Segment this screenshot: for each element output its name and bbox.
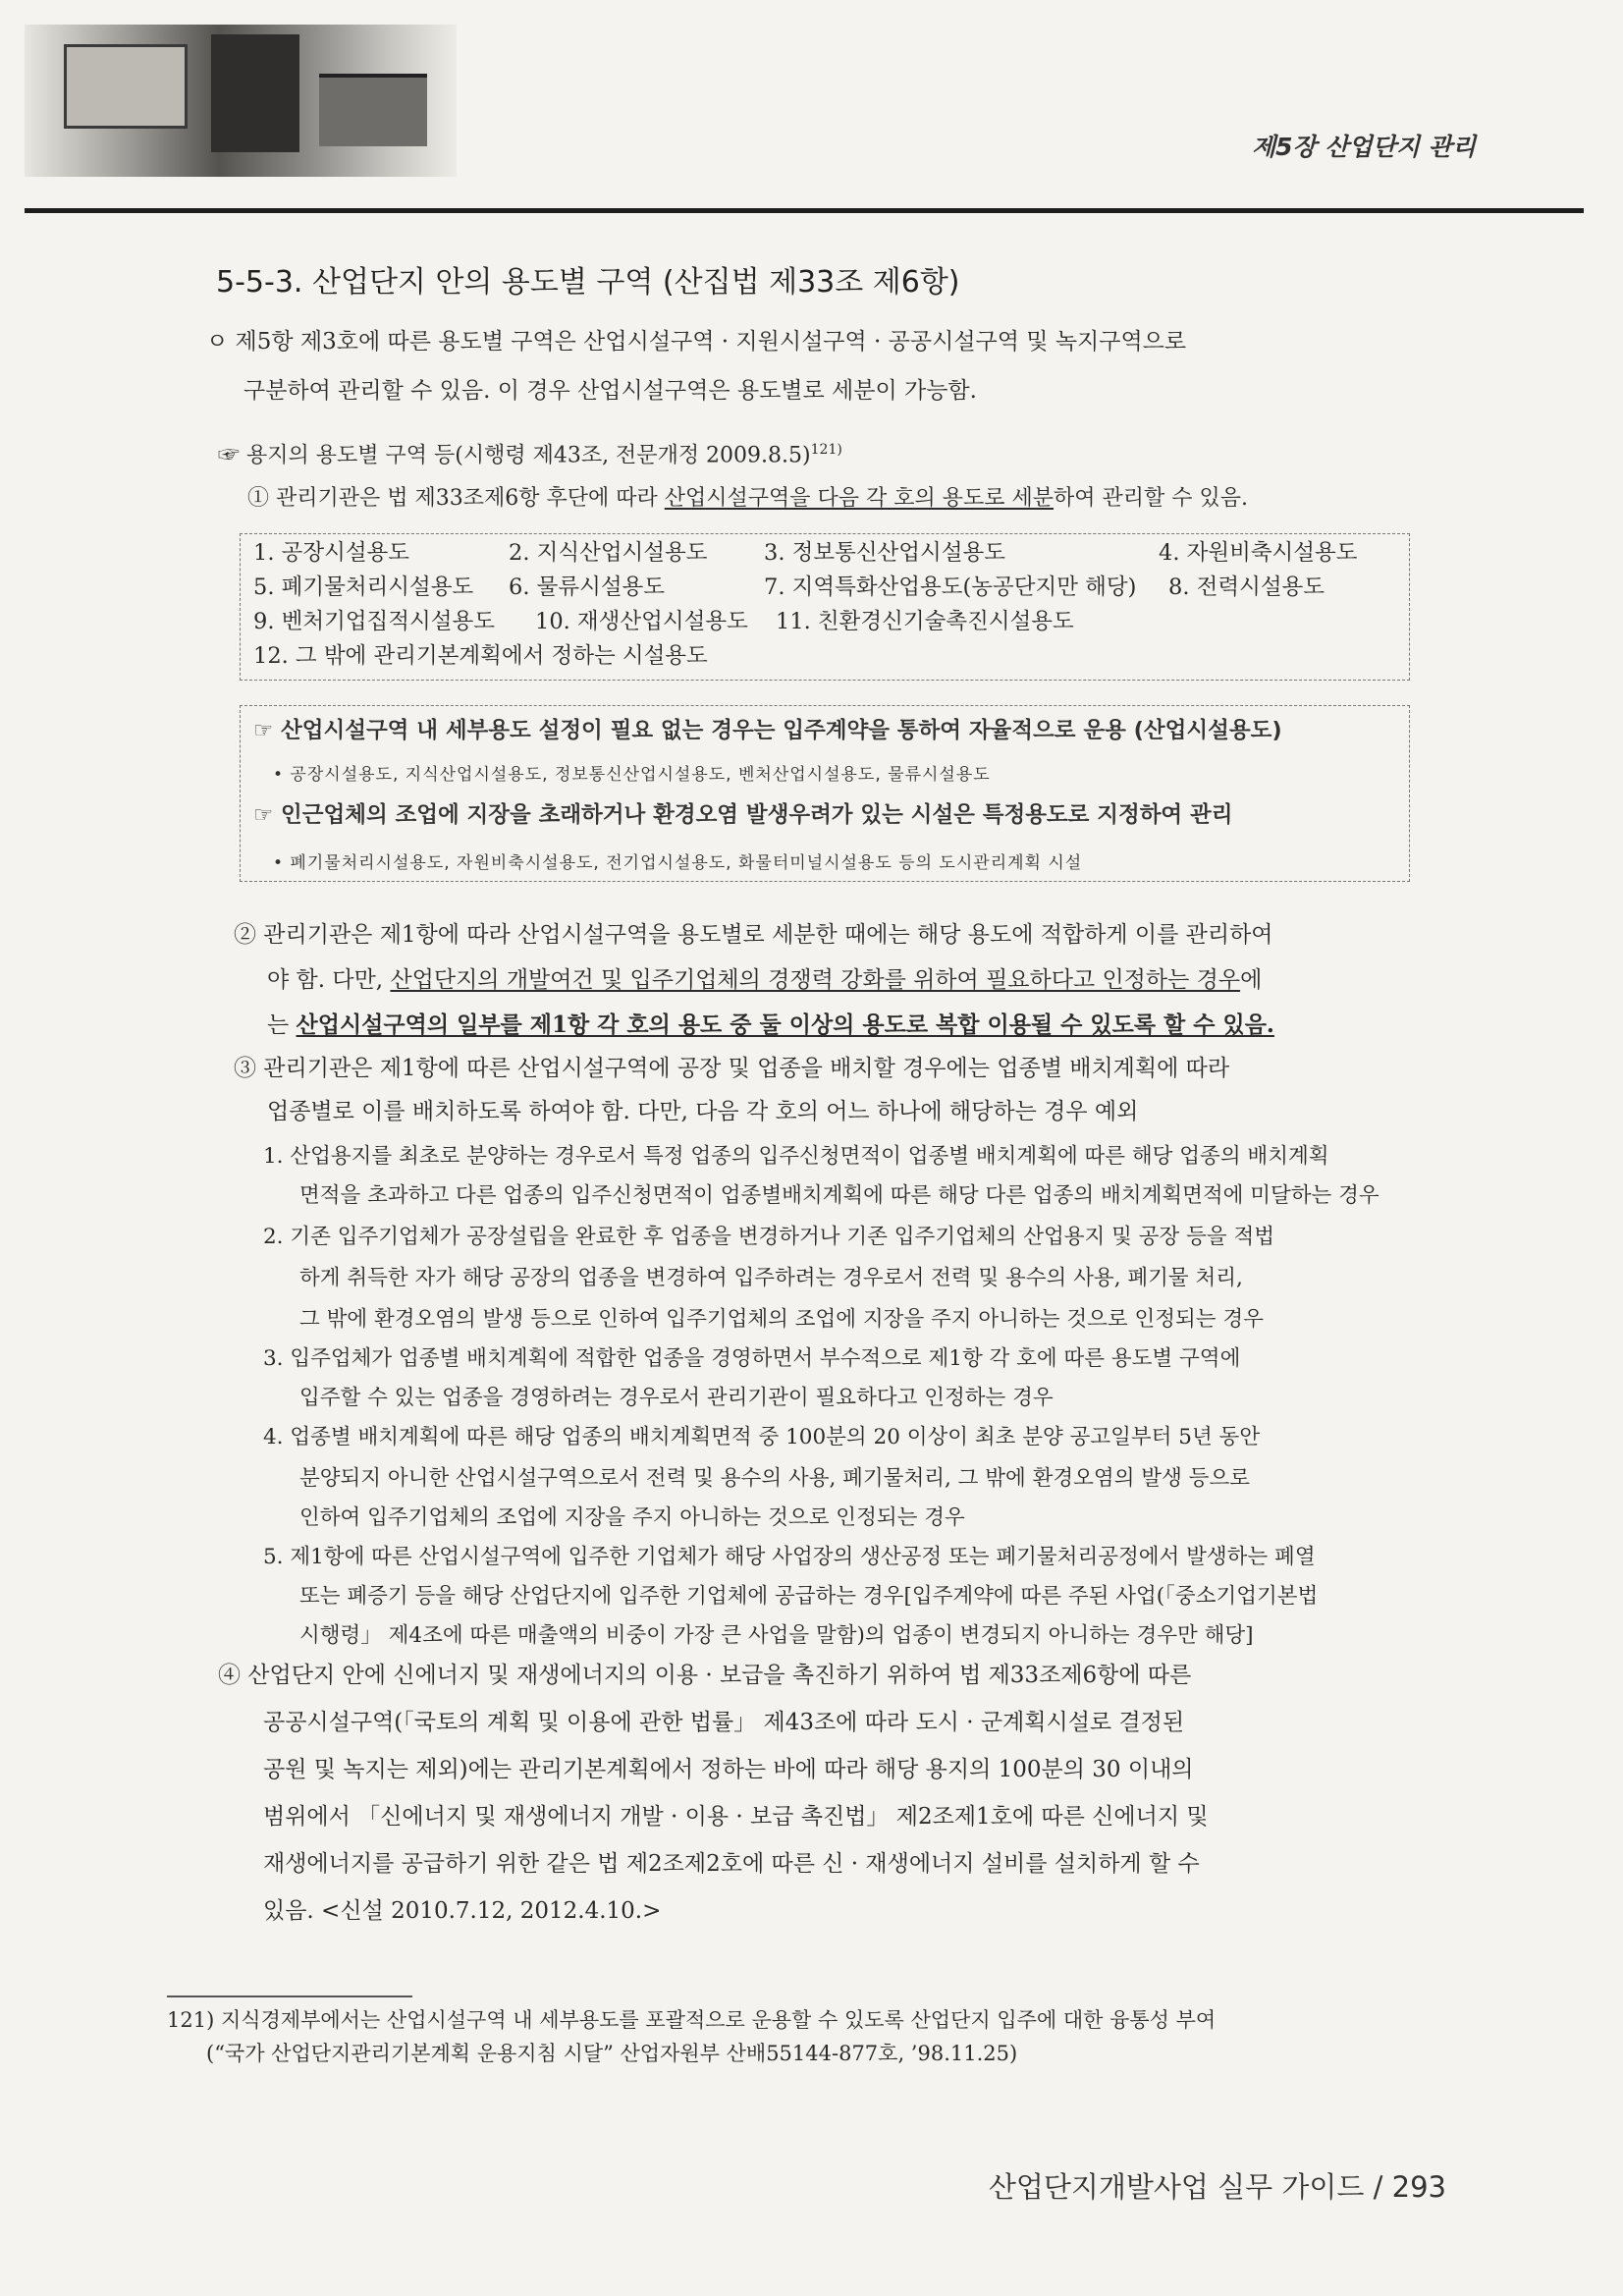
item-2-line-1: ② 관리기관은 제1항에 따라 산업시설구역을 용도별로 세분한 때에는 해당 용도에 적합하게 이를 관리하여	[234, 922, 1273, 948]
item-3-sub-5c: 시행령」 제4조에 따른 매출액의 비중이 가장 큰 사업을 말함)의 업종이 변경되지 아니하는 경우만 해당]	[299, 1623, 1254, 1648]
item-2-line-3	[267, 1006, 1274, 1045]
building-illustration-1	[64, 44, 188, 129]
item-3-line-1: ③ 관리기관은 제1항에 따른 산업시설구역에 공장 및 업종을 배치할 경우에는 업종별 배치계획에 따라	[234, 1056, 1230, 1081]
footnote-line-1: 121) 지식경제부에서는 산업시설구역 내 세부용도를 포괄적으로 운용할 수 있도록 산업단지 입주에 대한 융통성 부여	[167, 2008, 1217, 2032]
use-category-item: 10. 재생산업시설용도	[535, 609, 748, 634]
item-3-sub-4a: 4. 업종별 배치계획에 따른 해당 업종의 배치계획면적 중 100분의 20 이상이 최초 분양 공고일부터 5년 동안	[263, 1425, 1261, 1449]
decree-heading-text: ☞ 용지의 용도별 구역 등(시행령 제43조, 전문개정 2009.8.5)	[218, 443, 811, 468]
item-4-line-6: 있음. <신설 2010.7.12, 2012.4.10.>	[263, 1898, 662, 1924]
item-4-line-5: 재생에너지를 공급하기 위한 같은 법 제2조제2호에 따른 신 · 재생에너지 설비를 설치하게 할 수	[263, 1851, 1200, 1877]
section-title: 5-5-3. 산업단지 안의 용도별 구역 (산집법 제33조 제6항)	[216, 265, 960, 300]
footnote	[167, 2003, 1216, 2070]
use-category-item: 8. 전력시설용도	[1168, 574, 1325, 600]
decree-item-1-pre: ① 관리기관은 법 제33조제6항 후단에 따라	[247, 486, 665, 511]
note-line-3: ☞ 인근업체의 조업에 지장을 초래하거나 환경오염 발생우려가 있는 시설은 특정용도로 지정하여 관리	[253, 802, 1233, 828]
use-category-item: 3. 정보통신산업시설용도	[764, 540, 1005, 566]
use-category-item: 7. 지역특화산업용도(농공단지만 해당)	[764, 574, 1137, 600]
use-category-item: 11. 친환경신기술촉진시설용도	[776, 609, 1074, 634]
item-3-sub-2a: 2. 기존 입주기업체가 공장설립을 완료한 후 업종을 변경하거나 기존 입주기업체의 산업용지 및 공장 등을 적법	[263, 1225, 1275, 1249]
use-category-item: 5. 폐기물처리시설용도	[253, 574, 474, 600]
item-3-sub-4b: 분양되지 아니한 산업시설구역으로서 전력 및 용수의 사용, 폐기물처리, 그 밖에 환경오염의 발생 등으로	[299, 1466, 1250, 1491]
item-3-sub-3a: 3. 입주업체가 업종별 배치계획에 적합한 업종을 경영하면서 부수적으로 제1항 각 호에 따른 용도별 구역에	[263, 1346, 1241, 1371]
header-rule	[25, 208, 1584, 213]
item-3-sub-4c: 인하여 입주기업체의 조업에 지장을 주지 아니하는 것으로 인정되는 경우	[299, 1505, 965, 1530]
footnote-rule	[167, 1995, 412, 1997]
intro-line-1: ㅇ 제5항 제3호에 따른 용도별 구역은 산업시설구역 · 지원시설구역 · 공공시설구역 및 녹지구역으로	[206, 329, 1187, 355]
decree-item-1-post: 하여 관리할 수 있음.	[1054, 486, 1248, 511]
item-2-line-2-pre: 야 함. 다만,	[267, 967, 391, 993]
use-category-item: 12. 그 밖에 관리기본계획에서 정하는 시설용도	[253, 643, 708, 669]
decree-item-1-underlined: 산업시설구역을 다음 각 호의 용도로 세분	[664, 486, 1054, 511]
use-category-item: 1. 공장시설용도	[253, 540, 410, 566]
item-3-sub-1a: 1. 산업용지를 최초로 분양하는 경우로서 특정 업종의 입주신청면적이 업종별 배치계획에 따른 해당 업종의 배치계획	[263, 1144, 1329, 1169]
item-3-sub-2c: 그 밖에 환경오염의 발생 등으로 인하여 입주기업체의 조업에 지장을 주지 아니하는 것으로 인정되는 경우	[299, 1307, 1264, 1332]
building-illustration-3	[319, 74, 427, 146]
item-3-sub-3b: 입주할 수 있는 업종을 경영하려는 경우로서 관리기관이 필요하다고 인정하는 경우	[299, 1386, 1054, 1410]
note-line-1: ☞ 산업시설구역 내 세부용도 설정이 필요 없는 경우는 입주계약을 통하여 자율적으로 운용 (산업시설용도)	[253, 718, 1282, 743]
header-illustration	[25, 25, 457, 177]
use-category-item: 2. 지식산업시설용도	[509, 540, 708, 566]
item-4-line-4: 범위에서 「신에너지 및 재생에너지 개발 · 이용 · 보급 촉진법」 제2조제1호에 따른 신에너지 및	[263, 1804, 1209, 1830]
item-3-sub-5a: 5. 제1항에 따른 산업시설구역에 입주한 기업체가 해당 사업장의 생산공정 또는 폐기물처리공정에서 발생하는 폐열	[263, 1545, 1316, 1569]
item-3-sub-1b: 면적을 초과하고 다른 업종의 입주신청면적이 업종별배치계획에 따른 해당 다른 업종의 배치계획면적에 미달하는 경우	[299, 1183, 1380, 1208]
intro-line-2: 구분하여 관리할 수 있음. 이 경우 산업시설구역은 용도별로 세분이 가능함.	[243, 378, 977, 404]
decree-item-1	[247, 479, 1248, 519]
building-illustration-2	[211, 34, 299, 152]
decree-heading	[218, 430, 842, 475]
use-category-item: 9. 벤처기업집적시설용도	[253, 609, 495, 634]
footnote-line-2: (“국가 산업단지관리기본계획 운용지침 시달” 산업자원부 산배55144-877호, ’98.11.25)	[206, 2042, 1018, 2065]
item-3-line-2: 업종별로 이를 배치하도록 하여야 함. 다만, 다음 각 호의 어느 하나에 해당하는 경우 예외	[267, 1099, 1139, 1124]
item-2-line-2-underlined: 산업단지의 개발여건 및 입주기업체의 경쟁력 강화를 위하여 필요하다고 인정하는 경우	[390, 967, 1241, 993]
chapter-title: 제5장 산업단지 관리	[1251, 133, 1476, 161]
item-4-line-1: ④ 산업단지 안에 신에너지 및 재생에너지의 이용 · 보급을 촉진하기 위하여 법 제33조제6항에 따른	[218, 1663, 1192, 1688]
use-category-item: 6. 물류시설용도	[509, 574, 666, 600]
item-2-line-3-pre: 는	[267, 1012, 297, 1038]
item-3-sub-5b: 또는 폐증기 등을 해당 산업단지에 입주한 기업체에 공급하는 경우[입주계약에 따른 주된 사업(「중소기업기본법	[299, 1584, 1319, 1609]
item-2-line-2	[267, 960, 1262, 1000]
note-line-4: • 폐기물처리시설용도, 자원비축시설용도, 전기업시설용도, 화물터미널시설용도 등의 도시관리계획 시설	[273, 853, 1083, 873]
page-footer: 산업단지개발사업 실무 가이드 / 293	[988, 2170, 1446, 2204]
footnote-ref: 121)	[810, 442, 842, 458]
item-3-sub-2b: 하게 취득한 자가 해당 공장의 업종을 변경하여 입주하려는 경우로서 전력 및 용수의 사용, 폐기물 처리,	[299, 1266, 1243, 1290]
item-4-line-3: 공원 및 녹지는 제외)에는 관리기본계획에서 정하는 바에 따라 해당 용지의 100분의 30 이내의	[263, 1757, 1194, 1782]
item-2-line-2-post: 에	[1240, 967, 1263, 993]
use-category-item: 4. 자원비축시설용도	[1159, 540, 1358, 566]
item-4-line-2: 공공시설구역(「국토의 계획 및 이용에 관한 법률」 제43조에 따라 도시 · 군계획시설로 결정된	[263, 1710, 1185, 1735]
item-2-line-3-underlined: 산업시설구역의 일부를 제1항 각 호의 용도 중 둘 이상의 용도로 복합 이용될 수 있도록 할 수 있음.	[296, 1011, 1274, 1038]
note-line-2: • 공장시설용도, 지식산업시설용도, 정보통신산업시설용도, 벤처산업시설용도, 물류시설용도	[273, 765, 991, 785]
